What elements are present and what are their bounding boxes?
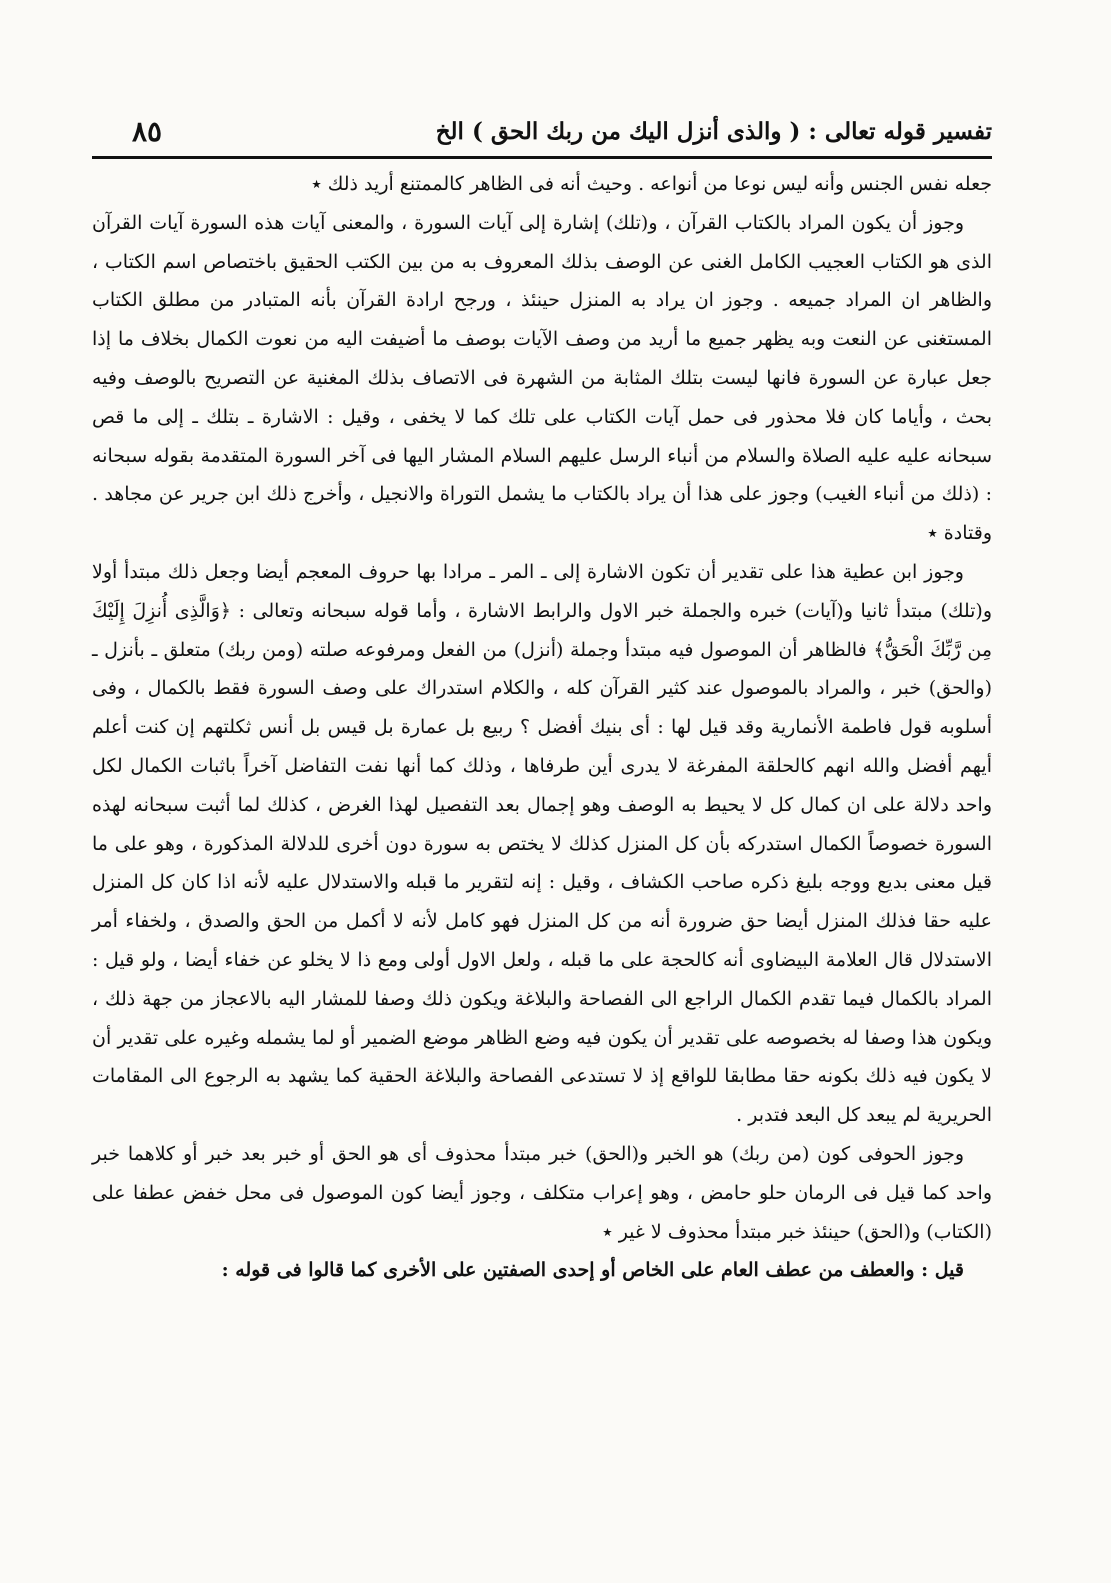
- page-header: [92, 112, 992, 159]
- paragraph-5: قيل : والعطف من عطف العام على الخاص أو إحدى الصفتين على الأخرى كما قالوا فى قوله :: [221, 1259, 964, 1282]
- paragraph-3: وجوز ابن عطية هذا على تقدير أن تكون الاشارة إلى ـ المر ـ مرادا بها حروف المعجم أيضا وجعل ذلك مبتدأ أولا و(تلك) مبتدأ ثانيا و(آيات) خبره والجملة خبر الاول والرابط الاشارة ، وأما قوله سبحانه وتعالى : ﴿وَالَّذِى أُنزِلَ إِلَيْكَ مِن رَّبِّكَ الْحَقُّ﴾ فالظاهر أن الموصول فيه مبتدأ وجملة (أنزل) من الفعل ومرفوعه صلته (ومن ربك) متعلق ـ بأنزل ـ (والحق) خبر ، والمراد بالموصول عند كثير القرآن كله ، والكلام استدراك على وصف السورة فقط بالكمال ، وفى أسلوبه قول فاطمة الأنمارية وقد قيل لها : أى بنيك أفضل ؟ ربيع بل عمارة بل قيس بل أنس ثكلتهم إن كنت أعلم أيهم أفضل والله انهم كالحلقة المفرغة لا يدرى أين طرفاها ، وذلك كما أنها نفت التفاضل آخراً باثبات الكمال لكل واحد دلالة على ان كمال كل لا يحيط به الوصف وهو إجمال بعد التفصيل لهذا الغرض ، كذلك لما أثبت سبحانه لهذه السورة خصوصاً الكمال استدركه بأن كل المنزل كذلك لا يختص به سورة دون أخرى للدلالة المذكورة ، وهو على ما قيل معنى بديع ووجه بليغ ذكره صاحب الكشاف ، وقيل : إنه لتقرير ما قبله والاستدلال عليه لأنه اذا كان كل المنزل عليه حقا فذلك المنزل أيضا حق ضرورة أنه من كل المنزل فهو كامل لأنه لا أكمل من الحق والصدق ، ولخفاء أمر الاستدلال قال العلامة البيضاوى أنه كالحجة على ما قبله ، ولعل الاول أولى ومع ذا لا يخلو عن خفاء أيضا ، ولو قيل : المراد بالكمال فيما تقدم الكمال الراجع الى الفصاحة والبلاغة ويكون ذلك وصفا للمشار اليه بالاعجاز من جهة ذلك ، ويكون هذا وصفا له بخصوصه على تقدير أن يكون فيه وضع الظاهر موضع الضمير أو لما يشمله وغيره على تقدير أن لا يكون فيه ذلك بكونه حقا مطابقا للواقع إذ لا تستدعى الفصاحة والبلاغة الحقية كما يشهد به الرجوع الى المقامات الحريرية لم يبعد كل البعد فتدبر .: [92, 560, 992, 1127]
- page-number: ٨٥: [132, 115, 163, 148]
- paragraph-1: جعله نفس الجنس وأنه ليس نوعا من أنواعه . وحيث أنه فى الظاهر كالممتنع أريد ذلك ٭: [311, 173, 992, 195]
- body-text: [92, 159, 992, 1290]
- running-title: تفسير قوله تعالى : ( والذى أنزل اليك من ربك الحق ) الخ: [435, 118, 992, 145]
- document-page: [92, 112, 992, 1512]
- paragraph-2: وجوز أن يكون المراد بالكتاب القرآن ، و(تلك) إشارة إلى آيات السورة ، والمعنى آيات هذه السورة آيات القرآن الذى هو الكتاب العجيب الكامل الغنى عن الوصف بذلك المعروف به من بين الكتب الحقيق باختصاص اسم الكتاب ، والظاهر ان المراد جميعه . وجوز ان يراد به المنزل حينئذ ، ورجح ارادة القرآن بأنه المتبادر من مطلق الكتاب المستغنى عن النعت وبه يظهر جميع ما أريد من وصف الآيات بوصف ما أضيفت اليه من نعوت الكمال بخلاف ما إذا جعل عبارة عن السورة فانها ليست بتلك المثابة من الشهرة فى الاتصاف بذلك المغنية عن التصريح بالوصف وفيه بحث ، وأياما كان فلا محذور فى حمل آيات الكتاب على تلك كما لا يخفى ، وقيل : الاشارة ـ بتلك ـ إلى ما قص سبحانه عليه عليه الصلاة والسلام من أنباء الرسل عليهم السلام المشار اليها فى آخر السورة المتقدمة بقوله سبحانه : (ذلك من أنباء الغيب) وجوز على هذا أن يراد بالكتاب ما يشمل التوراة والانجيل ، وأخرج ذلك ابن جرير عن مجاهد . وقتادة ٭: [92, 211, 992, 545]
- paragraph-4: وجوز الحوفى كون (من ربك) هو الخبر و(الحق) خبر مبتدأ محذوف أى هو الحق أو خبر بعد خبر أو كلاهما خبر واحد كما قيل فى الرمان حلو حامض ، وهو إعراب متكلف ، وجوز أيضا كون الموصول فى محل خفض عطفا على (الكتاب) و(الحق) حينئذ خبر مبتدأ محذوف لا غير ٭: [92, 1142, 992, 1243]
